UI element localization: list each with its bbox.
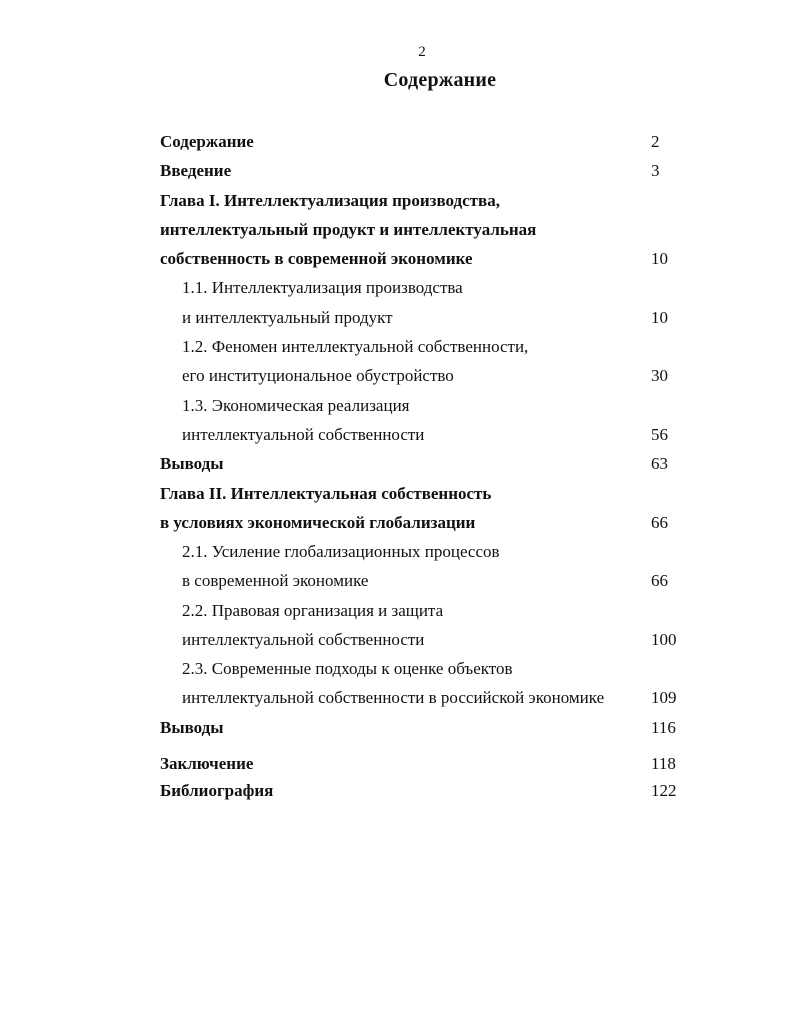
toc-entry (160, 186, 700, 215)
toc-entry (160, 683, 700, 712)
toc-entry-page: 56 (651, 425, 668, 444)
toc-entry (160, 391, 700, 420)
toc-entry (160, 244, 700, 273)
toc-entry-title: Содержание (160, 132, 254, 151)
toc-entry-title: его институциональное обустройство (182, 366, 454, 385)
toc-entry-title: 1.1. Интеллектуализация производства (182, 278, 463, 297)
toc-entry (160, 749, 700, 778)
toc-entry (160, 361, 700, 390)
toc-entry-title: Выводы (160, 718, 224, 737)
toc-entry-title: интеллектуальной собственности (182, 630, 425, 649)
toc-entry (160, 776, 700, 805)
toc-entry-title: 2.1. Усиление глобализационных процессов (182, 542, 500, 561)
toc-entry (160, 596, 700, 625)
toc-entry-page: 118 (651, 754, 676, 773)
toc-entry-page: 66 (651, 571, 668, 590)
toc-entry-title: Глава II. Интеллектуальная собственность (160, 484, 492, 503)
toc-entry (160, 420, 700, 449)
toc-entry-page: 10 (651, 308, 668, 327)
page-number: 2 (418, 44, 426, 60)
toc-entry-title: интеллектуальный продукт и интеллектуальная (160, 220, 537, 239)
toc-entry-title: собственность в современной экономике (160, 249, 473, 268)
toc-entry-title: Глава I. Интеллектуализация производства, (160, 191, 500, 210)
toc-entry-title: в условиях экономической глобализации (160, 513, 476, 532)
toc-entry-page: 109 (651, 688, 677, 707)
toc-entry-page: 116 (651, 718, 676, 737)
toc-entry (160, 449, 700, 478)
toc-entry (160, 654, 700, 683)
toc-entry-title: в современной экономике (182, 571, 369, 590)
toc-entry-title: Библиография (160, 781, 274, 800)
toc-entry (160, 127, 700, 156)
toc-entry (160, 566, 700, 595)
toc-entry-title: 1.3. Экономическая реализация (182, 396, 410, 415)
toc-entry (160, 332, 700, 361)
toc-entry-page: 10 (651, 249, 668, 268)
toc-entry-page: 2 (651, 132, 660, 151)
toc-entry-page: 63 (651, 454, 668, 473)
toc-entry (160, 479, 700, 508)
toc-entry-title: 2.3. Современные подходы к оценке объектов (182, 659, 513, 678)
toc-entry-page: 122 (651, 781, 677, 800)
toc-entry-page: 3 (651, 161, 660, 180)
toc-entry (160, 156, 700, 185)
toc-entry-page: 30 (651, 366, 668, 385)
toc-entry-title: интеллектуальной собственности (182, 425, 425, 444)
toc-entry (160, 303, 700, 332)
toc-entry-title: Введение (160, 161, 232, 180)
toc-entry (160, 713, 700, 742)
toc-entry (160, 537, 700, 566)
page-title: Содержание (383, 69, 497, 91)
toc-entry (160, 273, 700, 302)
toc-entry-page: 100 (651, 630, 677, 649)
toc-entry-title: Заключение (160, 754, 254, 773)
toc-entry-title: интеллектуальной собственности в российской экономике (182, 688, 605, 707)
toc-entry-page: 66 (651, 513, 668, 532)
toc-entry (160, 508, 700, 537)
toc-entry (160, 625, 700, 654)
toc-entry-title: 2.2. Правовая организация и защита (182, 601, 444, 620)
toc-entry-title: и интеллектуальный продукт (182, 308, 393, 327)
toc-entry-title: Выводы (160, 454, 224, 473)
toc-entry-title: 1.2. Феномен интеллектуальной собственности, (182, 337, 529, 356)
toc-entry (160, 215, 700, 244)
